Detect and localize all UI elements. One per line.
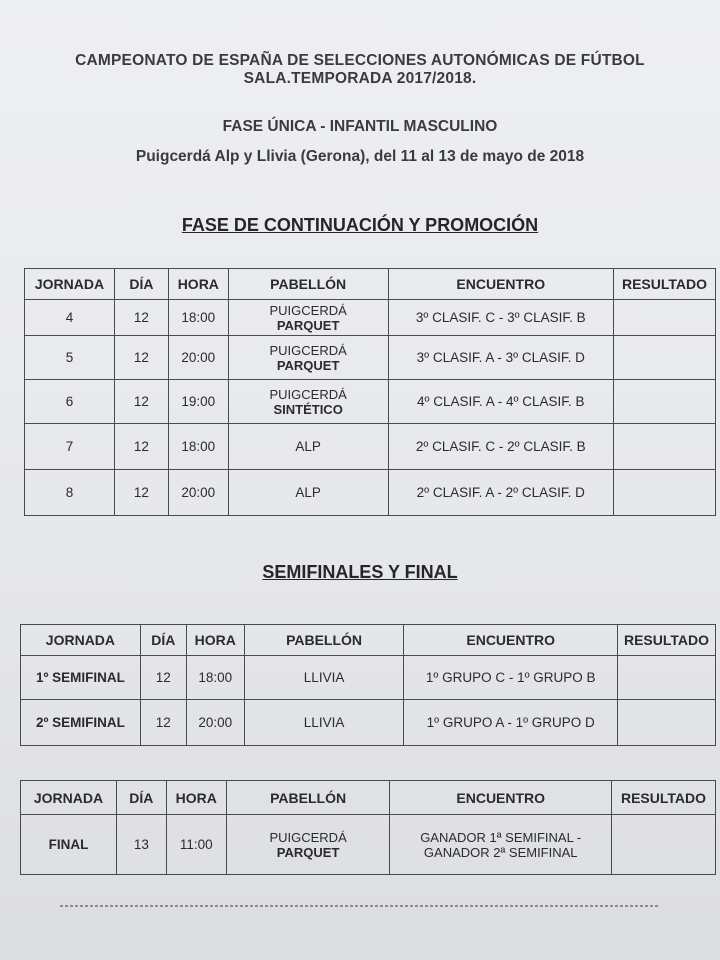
col-encuentro: ENCUENTRO — [404, 625, 618, 656]
jornada-cell: 7 — [25, 424, 115, 470]
encuentro-cell: 4º CLASIF. A - 4º CLASIF. B — [388, 380, 614, 424]
table-header-row — [21, 625, 716, 656]
encuentro-cell: 2º CLASIF. A - 2º CLASIF. D — [388, 470, 614, 516]
col-dia: DÍA — [140, 625, 186, 656]
pabellon-name: PUIGCERDÁ — [269, 829, 347, 845]
jornada-cell: 4 — [25, 300, 115, 336]
jornada-cell: 2º SEMIFINAL — [21, 700, 141, 746]
encuentro-cell: 2º CLASIF. C - 2º CLASIF. B — [388, 424, 614, 470]
phase-title: FASE ÚNICA - INFANTIL MASCULINO — [222, 118, 498, 135]
hora-cell: 11:00 — [166, 815, 226, 875]
table-header-row — [21, 781, 716, 815]
table-row — [21, 700, 716, 746]
resultado-cell — [618, 700, 716, 746]
pabellon-cell — [228, 336, 388, 380]
encuentro-cell: 1º GRUPO A - 1º GRUPO D — [404, 700, 618, 746]
col-jornada: JORNADA — [21, 781, 117, 815]
hora-cell: 18:00 — [186, 656, 244, 700]
pabellon-cell — [228, 380, 388, 424]
pabellon-surface: PARQUET — [276, 317, 340, 333]
pabellon-surface: SINTÉTICO — [273, 401, 343, 417]
dia-cell: 12 — [114, 424, 168, 470]
championship-title: CAMPEONATO DE ESPAÑA DE SELECCIONES AUTONÓMICAS DE FÚTBOL SALA.TEMPORADA 2017/2018. — [75, 52, 645, 87]
pabellon-cell: LLIVIA — [244, 700, 404, 746]
encuentro-cell: 1º GRUPO C - 1º GRUPO B — [404, 656, 618, 700]
pabellon-name: PUIGCERDÁ — [269, 342, 347, 358]
hora-cell: 20:00 — [168, 470, 228, 516]
resultado-cell — [614, 380, 716, 424]
pabellon-name: PUIGCERDÁ — [269, 302, 347, 318]
col-jornada: JORNADA — [25, 269, 115, 300]
col-dia: DÍA — [116, 781, 166, 815]
col-dia: DÍA — [114, 269, 168, 300]
col-pabellon: PABELLÓN — [228, 269, 388, 300]
col-hora: HORA — [168, 269, 228, 300]
hora-cell: 18:00 — [168, 424, 228, 470]
hora-cell: 18:00 — [168, 300, 228, 336]
col-jornada: JORNADA — [21, 625, 141, 656]
dia-cell: 12 — [114, 300, 168, 336]
table-row — [25, 424, 716, 470]
table-row — [25, 336, 716, 380]
jornada-cell: 8 — [25, 470, 115, 516]
jornada-cell: FINAL — [21, 815, 117, 875]
table-header-row — [25, 269, 716, 300]
resultado-cell — [612, 815, 716, 875]
resultado-cell — [614, 470, 716, 516]
pabellon-cell: ALP — [228, 424, 388, 470]
encuentro-cell: 3º CLASIF. A - 3º CLASIF. D — [388, 336, 614, 380]
hora-cell: 19:00 — [168, 380, 228, 424]
pabellon-cell: LLIVIA — [244, 656, 404, 700]
encuentro-line-1: GANADOR 1ª SEMIFINAL - — [420, 829, 582, 845]
encuentro-cell — [390, 815, 612, 875]
col-resultado: RESULTADO — [612, 781, 716, 815]
col-resultado: RESULTADO — [618, 625, 716, 656]
table-row — [25, 470, 716, 516]
dia-cell: 12 — [114, 470, 168, 516]
semifinales-section-title: SEMIFINALES Y FINAL — [262, 562, 458, 582]
col-pabellon: PABELLÓN — [226, 781, 390, 815]
col-encuentro: ENCUENTRO — [388, 269, 614, 300]
hora-cell: 20:00 — [168, 336, 228, 380]
col-resultado: RESULTADO — [614, 269, 716, 300]
pabellon-cell: ALP — [228, 470, 388, 516]
final-table — [20, 780, 716, 875]
dia-cell: 12 — [114, 380, 168, 424]
continuacion-table — [24, 268, 716, 516]
table-row — [21, 815, 716, 875]
table-row — [25, 380, 716, 424]
resultado-cell — [614, 300, 716, 336]
pabellon-name: PUIGCERDÁ — [269, 386, 347, 402]
hora-cell: 20:00 — [186, 700, 244, 746]
pabellon-surface: PARQUET — [276, 844, 340, 860]
pabellon-surface: PARQUET — [276, 357, 340, 373]
dia-cell: 12 — [114, 336, 168, 380]
dia-cell: 12 — [140, 656, 186, 700]
pabellon-cell — [228, 300, 388, 336]
col-pabellon: PABELLÓN — [244, 625, 404, 656]
continuacion-section-title: FASE DE CONTINUACIÓN Y PROMOCIÓN — [181, 215, 539, 235]
venue-dates: Puigcerdá Alp y Llivia (Gerona), del 11 al 13 de mayo de 2018 — [135, 148, 585, 165]
encuentro-cell: 3º CLASIF. C - 3º CLASIF. B — [388, 300, 614, 336]
dia-cell: 13 — [116, 815, 166, 875]
table-row — [21, 656, 716, 700]
semifinales-table — [20, 624, 716, 746]
resultado-cell — [618, 656, 716, 700]
jornada-cell: 5 — [25, 336, 115, 380]
pabellon-cell — [226, 815, 390, 875]
jornada-cell: 6 — [25, 380, 115, 424]
dia-cell: 12 — [140, 700, 186, 746]
jornada-cell: 1º SEMIFINAL — [21, 656, 141, 700]
footer-divider — [60, 905, 660, 907]
table-row — [25, 300, 716, 336]
encuentro-line-2: GANADOR 2ª SEMIFINAL — [423, 844, 578, 860]
resultado-cell — [614, 336, 716, 380]
resultado-cell — [614, 424, 716, 470]
col-hora: HORA — [186, 625, 244, 656]
col-hora: HORA — [166, 781, 226, 815]
col-encuentro: ENCUENTRO — [390, 781, 612, 815]
